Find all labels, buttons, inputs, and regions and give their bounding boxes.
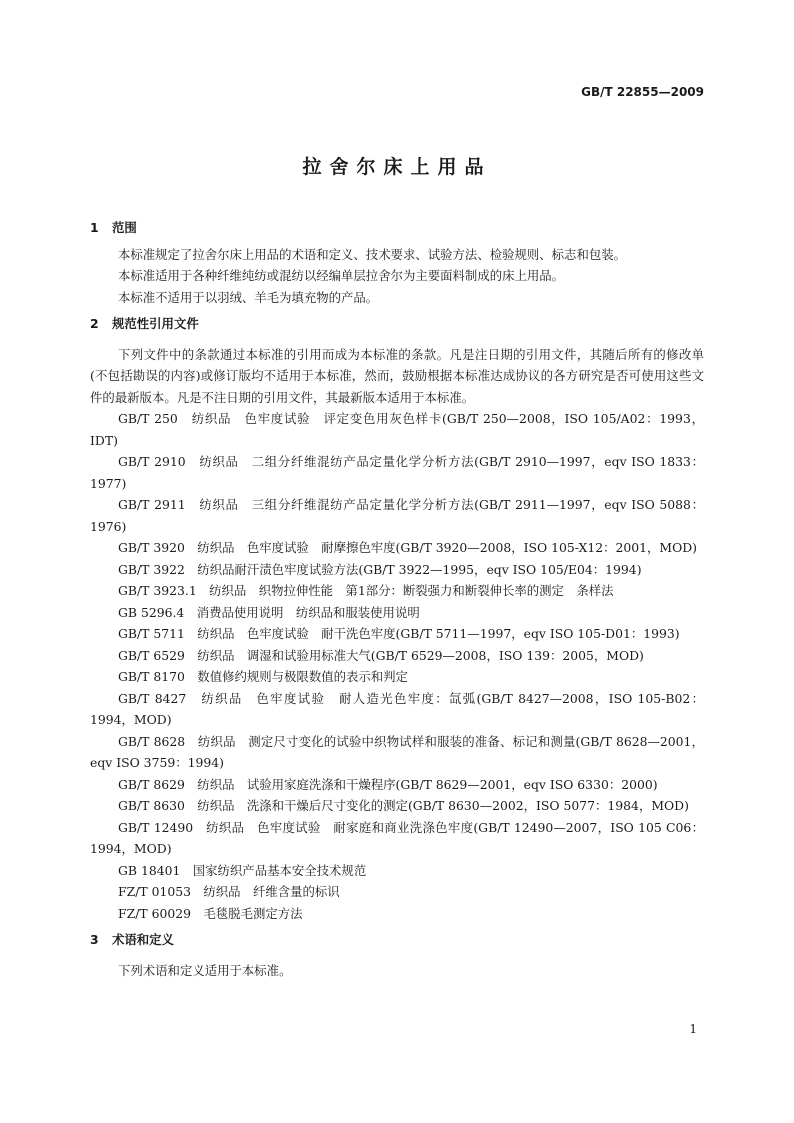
reference-item: GB 5296.4 消费品使用说明 纺织品和服装使用说明 bbox=[118, 604, 420, 620]
reference-item: GB/T 6529 纺织品 调湿和试验用标准大气(GB/T 6529—2008，ISO 139：2005，MOD) bbox=[118, 647, 644, 663]
page-number: 1 bbox=[689, 1022, 697, 1036]
section-1-para-2: 本标准适用于各种纤维纯纺或混纺以经编单层拉舍尔为主要面料制成的床上用品。 bbox=[118, 268, 565, 283]
section-2-intro: 下列文件中的条款通过本标准的引用而成为本标准的条款。凡是注日期的引用文件，其随后所有的修改单(不包括勘误的内容)或修订版均不适用于本标准，然而，鼓励根据本标准达成协议的各方研究是否可使用这些文件的最新版本。凡是不注日期的引用文件，其最新版本适用于本标准。 bbox=[90, 346, 704, 405]
reference-item: GB 18401 国家纺织产品基本安全技术规范 bbox=[118, 862, 367, 878]
reference-item: GB/T 8629 纺织品 试验用家庭洗涤和干燥程序(GB/T 8629—2001，eqv ISO 6330：2000) bbox=[118, 776, 658, 792]
reference-item: GB/T 250 纺织品 色牢度试验 评定变色用灰色样卡(GB/T 250—2008，ISO 105/A02：1993，IDT) bbox=[90, 411, 704, 448]
reference-item: GB/T 5711 纺织品 色牢度试验 耐干洗色牢度(GB/T 5711—1997，eqv ISO 105-D01：1993) bbox=[118, 626, 680, 641]
reference-item: GB/T 3923.1 纺织品 织物拉伸性能 第1部分：断裂强力和断裂伸长率的测定 条样法 bbox=[118, 583, 614, 598]
standard-code: GB/T 22855—2009 bbox=[581, 85, 704, 99]
reference-item: GB/T 2911 纺织品 三组分纤维混纺产品定量化学分析方法(GB/T 2911—1997，eqv ISO 5088：1976) bbox=[90, 497, 704, 534]
section-2-heading: 2 规范性引用文件 bbox=[90, 316, 199, 331]
reference-item: FZ/T 60029 毛毯脱毛测定方法 bbox=[118, 905, 303, 921]
section-3-heading: 3 术语和定义 bbox=[90, 932, 174, 947]
reference-item: FZ/T 01053 纺织品 纤维含量的标识 bbox=[118, 884, 340, 899]
section-3-para-1: 下列术语和定义适用于本标准。 bbox=[118, 962, 292, 978]
reference-item: GB/T 2910 纺织品 二组分纤维混纺产品定量化学分析方法(GB/T 2910—1997，eqv ISO 1833：1977) bbox=[90, 454, 704, 491]
reference-item: GB/T 8170 数值修约规则与极限数值的表示和判定 bbox=[118, 669, 408, 684]
reference-item: GB/T 8630 纺织品 洗涤和干燥后尺寸变化的测定(GB/T 8630—2002，ISO 5077：1984，MOD) bbox=[118, 798, 689, 813]
section-1-para-1: 本标准规定了拉舍尔床上用品的术语和定义、技术要求、试验方法、检验规则、标志和包装。 bbox=[118, 246, 627, 262]
reference-item: GB/T 3920 纺织品 色牢度试验 耐摩擦色牢度(GB/T 3920—2008，ISO 105-X12：2001，MOD) bbox=[118, 540, 698, 555]
section-1-para-3: 本标准不适用于以羽绒、羊毛为填充物的产品。 bbox=[118, 289, 379, 305]
reference-item: GB/T 8628 纺织品 测定尺寸变化的试验中织物试样和服装的准备、标记和测量(GB/T 8628—2001，eqv ISO 3759：1994) bbox=[90, 733, 704, 770]
reference-item: GB/T 12490 纺织品 色牢度试验 耐家庭和商业洗涤色牢度(GB/T 12490—2007，ISO 105 C06：1994，MOD) bbox=[90, 819, 704, 856]
reference-item: GB/T 3922 纺织品耐汗渍色牢度试验方法(GB/T 3922—1995，eqv ISO 105/E04：1994) bbox=[118, 561, 642, 577]
section-1-heading: 1 范围 bbox=[90, 220, 137, 235]
document-body bbox=[90, 217, 704, 981]
reference-item: GB/T 8427 纺织品 色牢度试验 耐人造光色牢度：氙弧(GB/T 8427—2008，ISO 105-B02：1994，MOD) bbox=[90, 690, 704, 727]
document-title: 拉舍尔床上用品 bbox=[302, 156, 492, 178]
